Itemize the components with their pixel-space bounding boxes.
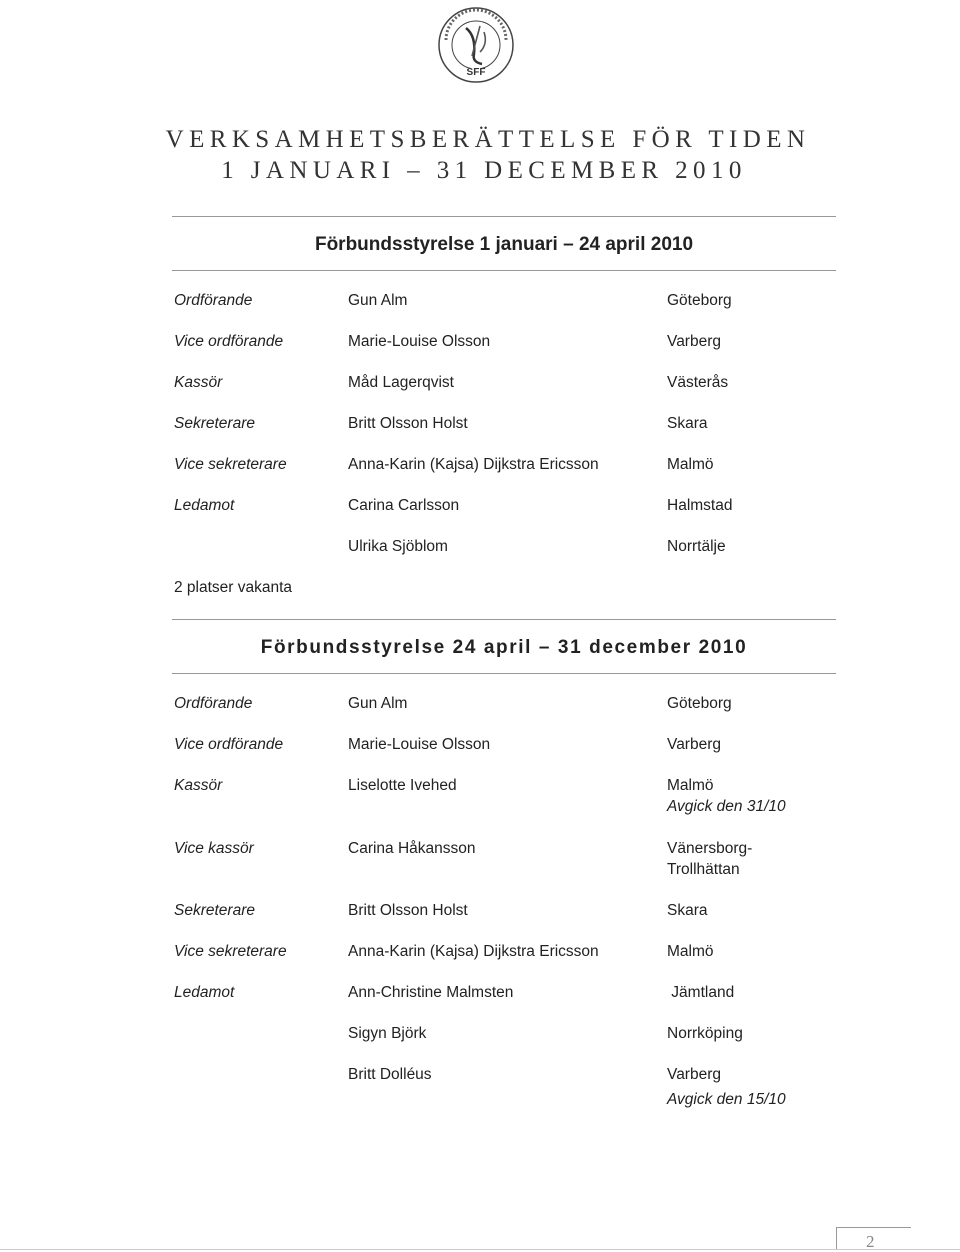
member-row (0, 1025, 960, 1049)
section1-heading: Förbundsstyrelse 1 januari – 24 april 2010 (314, 234, 694, 255)
member-row (0, 902, 960, 926)
member-city: Jämtland (667, 984, 735, 1001)
member-name: Anna-Karin (Kajsa) Dijkstra Ericsson (348, 456, 599, 473)
member-name: Carina Håkansson (348, 840, 476, 857)
member-city: Malmö (667, 777, 714, 794)
member-row (0, 415, 960, 439)
document-title-line1: VERKSAMHETSBERÄTTELSE FÖR TIDEN (165, 126, 811, 153)
member-resigned-note: Avgick den 31/10 (667, 798, 786, 815)
member-role: Ordförande (174, 695, 253, 712)
member-name: Britt Olsson Holst (348, 415, 468, 432)
member-name: Britt Olsson Holst (348, 902, 468, 919)
member-row (0, 1066, 960, 1108)
member-row (0, 292, 960, 316)
member-row (0, 456, 960, 480)
page-number: 2 (866, 1232, 875, 1251)
member-role: Ledamot (174, 984, 235, 1001)
member-row (0, 695, 960, 719)
member-name: Ulrika Sjöblom (348, 538, 448, 555)
member-role: Sekreterare (174, 902, 255, 919)
member-role: Sekreterare (174, 415, 255, 432)
member-name: Gun Alm (348, 695, 408, 712)
logo-text-bottom: SFF (466, 67, 486, 78)
member-city: Västerås (667, 374, 729, 391)
member-name: Ann-Christine Malmsten (348, 984, 514, 1001)
member-city: Varberg (667, 333, 721, 350)
member-resigned-note: Avgick den 15/10 (667, 1091, 786, 1108)
member-row (0, 840, 960, 878)
member-name: Britt Dolléus (348, 1066, 432, 1083)
member-row (0, 984, 960, 1008)
member-row (0, 333, 960, 357)
member-role: Vice sekreterare (174, 456, 287, 473)
member-row (0, 374, 960, 398)
document-title-line2: 1 JANUARI – 31 DECEMBER 2010 (221, 157, 747, 184)
member-city: Skara (667, 902, 708, 919)
member-city: Norrtälje (667, 538, 726, 555)
member-city: Vänersborg- (667, 840, 753, 857)
member-city: Skara (667, 415, 708, 432)
member-role: Kassör (174, 374, 223, 391)
member-role: Ledamot (174, 497, 235, 514)
sff-logo (436, 6, 516, 84)
member-row (0, 777, 960, 815)
member-city: Göteborg (667, 695, 732, 712)
member-role: Vice ordförande (174, 333, 284, 350)
member-city: Malmö (667, 943, 714, 960)
member-city: Göteborg (667, 292, 732, 309)
member-row (0, 943, 960, 967)
vacant-seats-note: 2 platser vakanta (174, 579, 293, 596)
member-row (0, 736, 960, 760)
member-name: Marie-Louise Olsson (348, 333, 491, 350)
member-name: Liselotte Ivehed (348, 777, 457, 794)
member-name: Gun Alm (348, 292, 408, 309)
member-role: Vice kassör (174, 840, 254, 857)
member-city: Halmstad (667, 497, 733, 514)
section2-heading: Förbundsstyrelse 24 april – 31 december 2010 (260, 637, 748, 658)
member-city: Varberg (667, 1066, 721, 1083)
member-role: Kassör (174, 777, 223, 794)
member-city-continued: Trollhättan (667, 861, 740, 878)
member-city: Norrköping (667, 1025, 743, 1042)
member-name: Måd Lagerqvist (348, 374, 454, 391)
member-role: Ordförande (174, 292, 253, 309)
member-city: Malmö (667, 456, 714, 473)
member-row (0, 538, 960, 562)
logo-text-top (436, 6, 516, 7)
section2-top-rule (172, 619, 836, 620)
footer-rule (0, 1249, 960, 1250)
section1-bottom-rule (172, 270, 836, 271)
section2-bottom-rule (172, 673, 836, 674)
section1-top-rule (172, 216, 836, 217)
member-city: Varberg (667, 736, 721, 753)
member-name: Marie-Louise Olsson (348, 736, 491, 753)
member-name: Carina Carlsson (348, 497, 460, 514)
member-name: Sigyn Björk (348, 1025, 427, 1042)
member-role: Vice ordförande (174, 736, 284, 753)
member-role: Vice sekreterare (174, 943, 287, 960)
member-row (0, 497, 960, 521)
member-name: Anna-Karin (Kajsa) Dijkstra Ericsson (348, 943, 599, 960)
